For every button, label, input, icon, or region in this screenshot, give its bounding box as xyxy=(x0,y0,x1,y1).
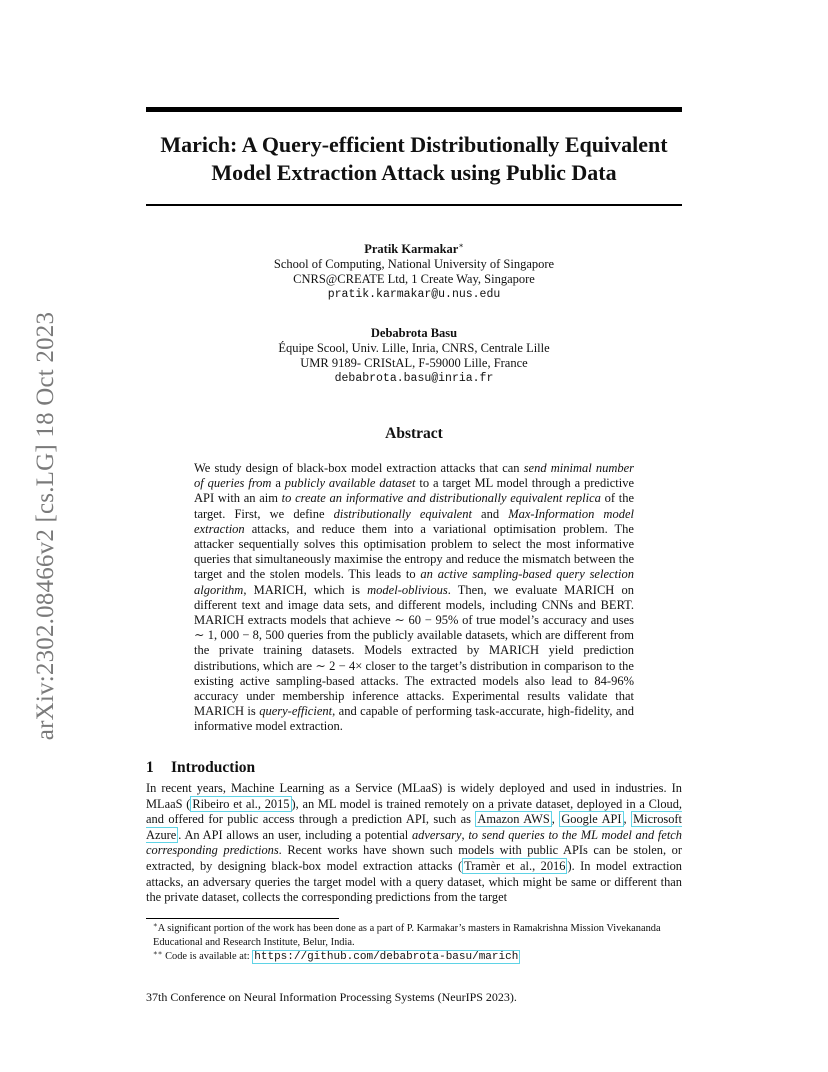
intro-text: In recent years, Machine Learning as a Service (MLaaS) is widely deployed and used in industries. In MLaaS ( xyxy=(146,781,682,811)
reference-link[interactable]: Microsoft Azure xyxy=(146,812,682,842)
title-line-2: Model Extraction Attack using Public Data xyxy=(211,160,617,185)
abstract-emphasis: distributionally equivalent xyxy=(333,506,472,521)
abstract-text: attacks, and reduce them into a variational optimisation problem. The attacker sequentially solves this optimisation problem to select the most informative queries that simultaneously maximise the entropy and reduce the mismatch between the target and the stolen models. This leads to xyxy=(194,521,634,582)
author-name: Debabrota Basu xyxy=(370,326,458,340)
arxiv-identifier-text: arXiv:2302.08466v2 [cs.LG] 18 Oct 2023 xyxy=(32,311,59,741)
abstract-emphasis: publicly available dataset xyxy=(284,476,416,491)
title-top-rule xyxy=(146,107,682,112)
footnotes xyxy=(146,922,682,964)
intro-text: , xyxy=(551,812,560,827)
abstract-emphasis: send minimal number of queries from xyxy=(194,461,635,491)
abstract-emphasis: query-efficient xyxy=(259,704,333,719)
title-bottom-rule xyxy=(146,204,682,206)
intro-text: . An API allows an user, including a potential xyxy=(178,827,412,842)
intro-text: ). In model extraction attacks, an adversary queries the target model with a query dataset, which might be same or different than the private dataset, collects the corresponding predictions from the target xyxy=(146,858,682,905)
abstract-text: , MARICH, which is xyxy=(243,582,368,597)
conference-footer: 37th Conference on Neural Information Processing Systems (NeurIPS 2023). xyxy=(146,990,517,1004)
section-title: Introduction xyxy=(171,759,256,776)
author-block-2 xyxy=(146,326,682,386)
intro-text: ), an ML model is trained remotely on a private dataset, deployed in a Cloud, and offered for public access through a prediction API, such as xyxy=(146,796,683,827)
abstract-text: of the target. First, we define xyxy=(194,491,634,521)
author-name: Pratik Karmakar xyxy=(364,242,459,256)
footnote-1 xyxy=(146,922,682,950)
abstract-emphasis: an active sampling-based query selection algorithm xyxy=(194,567,634,597)
author-affiliation: CNRS@CREATE Ltd, 1 Create Way, Singapore xyxy=(293,272,535,286)
abstract-text: . Then, we evaluate MARICH on different text and image data sets, and different models, including CNNs and BERT. MARICH extracts models that achieve ∼ 60 − 95% of true model’s accuracy and uses ∼ 1, 000 − 8, 500 queries from the publicly available datasets, which are different from the private training datasets. Models extracted by MARICH yield prediction distributions, which are ∼ 2 − 4× closer to the target’s distribution in comparison to the existing active sampling-based attacks. The extracted models also lead to 84-96% accuracy under membership inference attacks. Experimental results validate that MARICH is xyxy=(194,582,634,719)
introduction-paragraph xyxy=(146,781,682,906)
paper-title xyxy=(140,131,688,187)
abstract-emphasis: to create an informative and distributionally equivalent replica xyxy=(281,491,601,506)
citation-link[interactable]: Ribeiro et al., 2015 xyxy=(192,796,290,811)
abstract-text: We study design of black-box model extraction attacks that can xyxy=(194,461,524,475)
intro-text: . Recent works have shown such models with public APIs can be stolen, or extracted, by designing black-box model extraction attacks ( xyxy=(146,843,682,873)
arxiv-identifier xyxy=(26,290,66,762)
abstract-body xyxy=(194,461,634,735)
reference-link[interactable]: Amazon AWS xyxy=(477,812,550,827)
reference-link[interactable]: Google API xyxy=(561,812,622,827)
author-footnote-mark: ∗ xyxy=(458,241,464,250)
abstract-emphasis: Max-Information model extraction xyxy=(194,506,634,536)
code-repository-link[interactable]: https://github.com/debabrota-basu/marich xyxy=(254,951,519,963)
author-email[interactable]: debabrota.basu@inria.fr xyxy=(334,372,494,385)
abstract-text: and xyxy=(471,506,509,521)
footnote-2 xyxy=(146,950,682,964)
abstract-text: , and capable of performing task-accurate, high-fidelity, and informative model extraction. xyxy=(194,704,635,734)
intro-emphasis: adversary xyxy=(411,827,462,842)
intro-emphasis: to send queries to the ML model and fetch corresponding predictions xyxy=(146,827,682,858)
footnote-mark: ∗ xyxy=(153,921,158,929)
footnote-rule xyxy=(146,918,339,919)
footnote-text: A significant portion of the work has been done as a part of P. Karmakar’s masters in Ramakrishna Mission Vivekananda Educational and Research Institute, Belur, India. xyxy=(153,923,661,948)
title-line-1: Marich: A Query-efficient Distributionally Equivalent xyxy=(160,132,668,157)
author-block-1 xyxy=(146,242,682,302)
footnote-mark: ∗∗ xyxy=(153,949,163,957)
intro-text: , xyxy=(461,827,469,842)
author-affiliation: UMR 9189- CRIStAL, F-59000 Lille, France xyxy=(300,356,528,370)
abstract-emphasis: model-oblivious xyxy=(367,582,448,597)
author-affiliation: Équipe Scool, Univ. Lille, Inria, CNRS, Centrale Lille xyxy=(278,341,550,355)
abstract-text: a xyxy=(271,476,285,491)
section-heading xyxy=(146,759,255,777)
abstract-text: to a target ML model through a predictive API with an aim xyxy=(194,476,634,506)
intro-text: , xyxy=(623,812,632,827)
section-number: 1 xyxy=(146,759,154,776)
author-email[interactable]: pratik.karmakar@u.nus.edu xyxy=(327,288,501,301)
author-affiliation: School of Computing, National University of Singapore xyxy=(273,257,555,271)
citation-link[interactable]: Tramèr et al., 2016 xyxy=(464,858,566,873)
abstract-heading: Abstract xyxy=(385,425,443,442)
footnote-text: Code is available at: xyxy=(162,951,253,962)
